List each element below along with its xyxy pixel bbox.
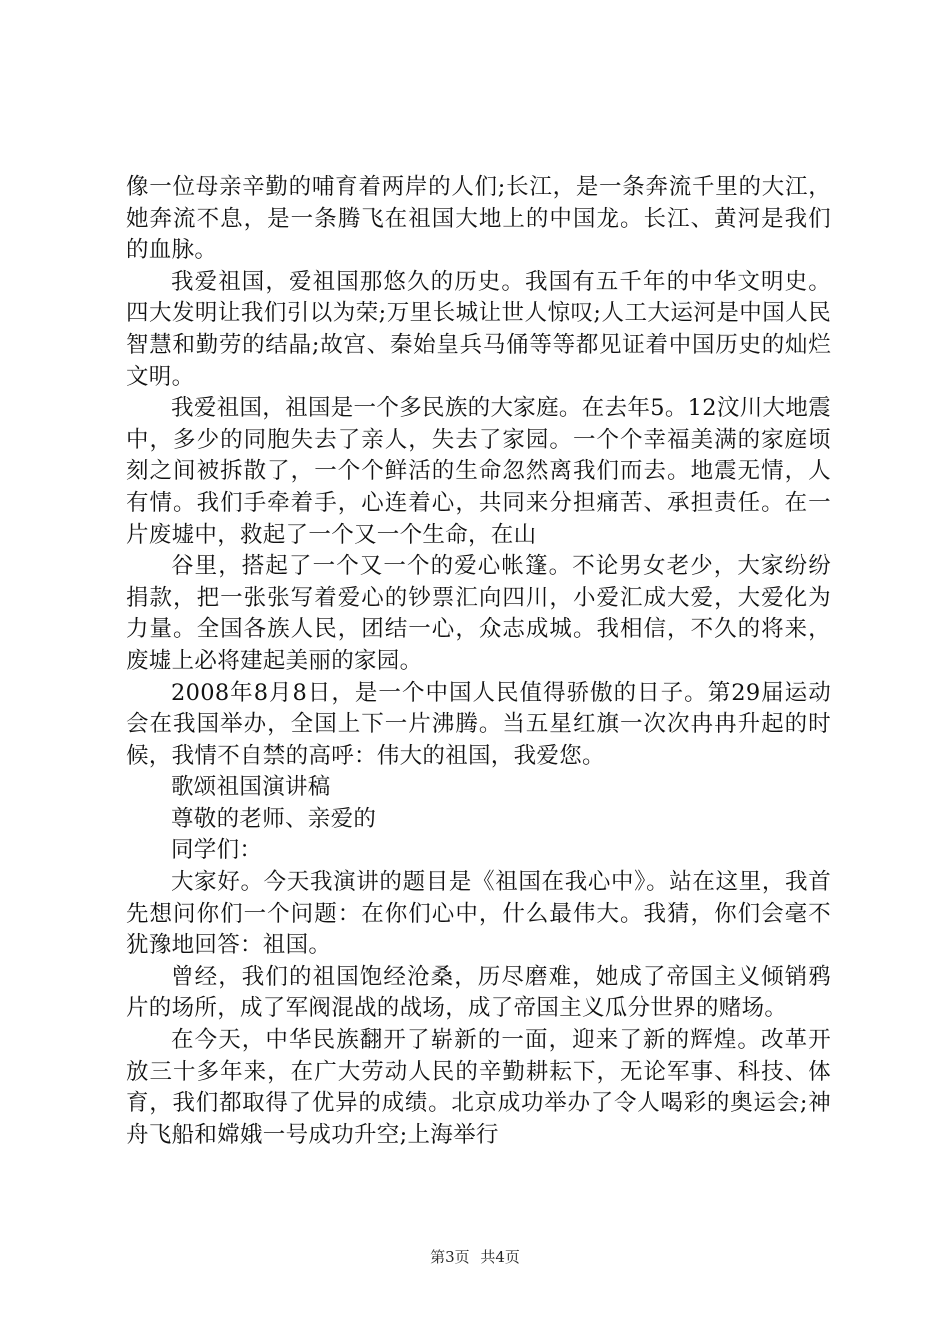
speech-title: 歌颂祖国演讲稿	[171, 774, 331, 801]
salutation-line: 尊敬的老师、亲爱的	[171, 805, 377, 832]
paragraph: 2008年8月8日，是一个中国人民值得骄傲的日子。第29届运动会在我国举办，全国上下一片沸腾。当五星红旗一次次冉冉升起的时候，我情不自禁的高呼：伟大的祖国，我爱您。	[126, 679, 831, 769]
page-number: 第3页	[430, 1248, 470, 1266]
paragraph: 像一位母亲辛勤的哺育着两岸的人们;长江，是一条奔流千里的大江，她奔流不息，是一条腾飞在祖国大地上的中国龙。长江、黄河是我们的血脉。	[126, 174, 831, 264]
paragraph: 我爱祖国，祖国是一个多民族的大家庭。在去年5。12汶川大地震中，多少的同胞失去了亲人，失去了家园。一个个幸福美满的家庭顷刻之间被拆散了，一个个鲜活的生命忽然离我们而去。地震无情，人有情。我们手牵着手，心连着心，共同来分担痛苦、承担责任。在一片废墟中，救起了一个又一个生命，在山	[126, 395, 831, 548]
paragraph: 曾经，我们的祖国饱经沧桑，历尽磨难，她成了帝国主义倾销鸦片的场所，成了军阀混战的战场，成了帝国主义瓜分世界的赌场。	[126, 963, 831, 1022]
page-total: 共4页	[480, 1248, 520, 1266]
paragraph: 大家好。今天我演讲的题目是《祖国在我心中》。站在这里，我首先想问你们一个问题：在你们心中，什么最伟大。我猜，你们会毫不犹豫地回答：祖国。	[126, 869, 831, 959]
page-footer	[0, 1246, 950, 1267]
paragraph: 谷里，搭起了一个又一个的爱心帐篷。不论男女老少，大家纷纷捐款，把一张张写着爱心的钞票汇向四川，小爱汇成大爱，大爱化为力量。全国各族人民，团结一心，众志成城。我相信，不久的将来，废墟上必将建起美丽的家园。	[126, 553, 831, 674]
paragraph: 在今天，中华民族翻开了崭新的一面，迎来了新的辉煌。改革开放三十多年来，在广大劳动人民的辛勤耕耘下，无论军事、科技、体育，我们都取得了优异的成绩。北京成功举办了令人喝彩的奥运会;神舟飞船和嫦娥一号成功升空;上海举行	[126, 1027, 831, 1148]
salutation-line: 同学们：	[171, 837, 263, 864]
speech-body	[126, 172, 831, 1151]
paragraph: 我爱祖国，爱祖国那悠久的历史。我国有五千年的中华文明史。四大发明让我们引以为荣;万里长城让世人惊叹;人工大运河是中国人民智慧和勤劳的结晶;故宫、秦始皇兵马俑等等都见证着中国历史的灿烂文明。	[126, 268, 831, 390]
